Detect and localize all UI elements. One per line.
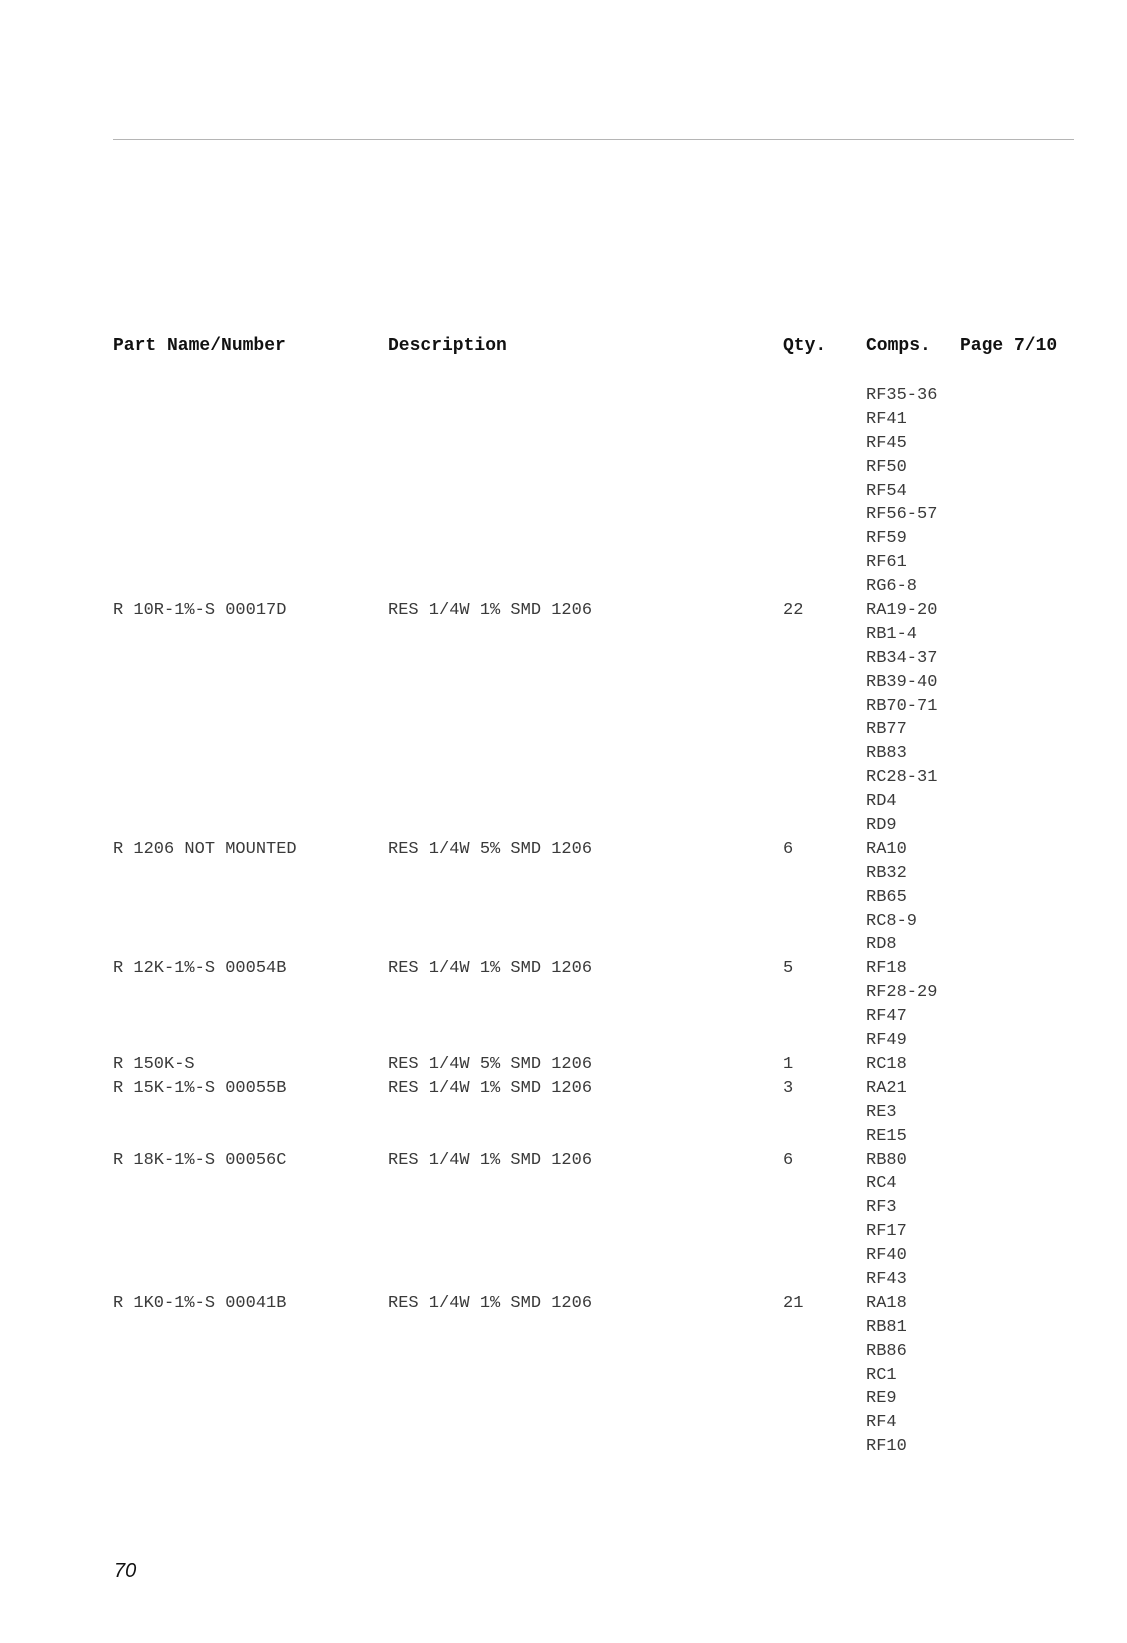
bom-table-body bbox=[0, 384, 1127, 1459]
table-row bbox=[0, 1077, 1127, 1101]
table-row bbox=[0, 838, 1127, 862]
cell-component: RB86 bbox=[866, 1341, 907, 1361]
table-row bbox=[0, 1029, 1127, 1053]
table-row bbox=[0, 766, 1127, 790]
cell-component: RB83 bbox=[866, 744, 907, 764]
table-row bbox=[0, 886, 1127, 910]
cell-component: RF49 bbox=[866, 1031, 907, 1051]
table-row bbox=[0, 1149, 1127, 1173]
table-row bbox=[0, 695, 1127, 719]
cell-component: RB80 bbox=[866, 1150, 907, 1170]
table-row bbox=[0, 647, 1127, 671]
table-row bbox=[0, 814, 1127, 838]
cell-component: RD8 bbox=[866, 935, 897, 955]
table-row bbox=[0, 1268, 1127, 1292]
cell-component: RF54 bbox=[866, 481, 907, 501]
cell-qty: 5 bbox=[783, 959, 794, 979]
table-row bbox=[0, 1125, 1127, 1149]
cell-component: RF45 bbox=[866, 433, 907, 453]
header-part-name: Part Name/Number bbox=[113, 336, 286, 356]
table-row bbox=[0, 1172, 1127, 1196]
cell-component: RC4 bbox=[866, 1174, 897, 1194]
cell-component: RF4 bbox=[866, 1413, 897, 1433]
cell-component: RC28-31 bbox=[866, 768, 938, 788]
cell-part-number: R 12K-1%-S 00054B bbox=[113, 959, 287, 979]
cell-component: RA18 bbox=[866, 1293, 907, 1313]
cell-component: RF50 bbox=[866, 457, 907, 477]
cell-qty: 22 bbox=[783, 601, 804, 621]
table-row bbox=[0, 480, 1127, 504]
cell-component: RE15 bbox=[866, 1126, 907, 1146]
table-row bbox=[0, 1053, 1127, 1077]
table-row bbox=[0, 1244, 1127, 1268]
table-row bbox=[0, 1220, 1127, 1244]
cell-qty: 6 bbox=[783, 1150, 794, 1170]
cell-component: RF18 bbox=[866, 959, 907, 979]
cell-component: RB32 bbox=[866, 863, 907, 883]
table-row bbox=[0, 862, 1127, 886]
cell-description: RES 1/4W 1% SMD 1206 bbox=[388, 1293, 593, 1313]
table-row bbox=[0, 957, 1127, 981]
cell-description: RES 1/4W 5% SMD 1206 bbox=[388, 839, 593, 859]
cell-component: RB39-40 bbox=[866, 672, 938, 692]
cell-qty: 21 bbox=[783, 1293, 804, 1313]
cell-component: RF35-36 bbox=[866, 386, 938, 405]
cell-component: RF17 bbox=[866, 1222, 907, 1242]
table-row bbox=[0, 575, 1127, 599]
table-row bbox=[0, 1005, 1127, 1029]
table-row bbox=[0, 1316, 1127, 1340]
cell-component: RF10 bbox=[866, 1437, 907, 1457]
table-row bbox=[0, 1292, 1127, 1316]
table-row bbox=[0, 671, 1127, 695]
table-row bbox=[0, 1435, 1127, 1459]
table-row bbox=[0, 551, 1127, 575]
cell-part-number: R 10R-1%-S 00017D bbox=[113, 601, 287, 621]
cell-part-number: R 1206 NOT MOUNTED bbox=[113, 839, 297, 859]
header-comps: Comps. bbox=[866, 336, 931, 356]
table-row bbox=[0, 1364, 1127, 1388]
cell-component: RB1-4 bbox=[866, 624, 918, 644]
table-row bbox=[0, 1411, 1127, 1435]
cell-component: RF47 bbox=[866, 1007, 907, 1027]
cell-component: RF40 bbox=[866, 1246, 907, 1266]
cell-qty: 3 bbox=[783, 1078, 794, 1098]
cell-component: RB34-37 bbox=[866, 648, 938, 668]
cell-description: RES 1/4W 1% SMD 1206 bbox=[388, 601, 593, 621]
cell-component: RF56-57 bbox=[866, 505, 938, 525]
header-description: Description bbox=[388, 336, 507, 356]
table-row bbox=[0, 1387, 1127, 1411]
cell-description: RES 1/4W 1% SMD 1206 bbox=[388, 1078, 593, 1098]
cell-qty: 1 bbox=[783, 1054, 794, 1074]
page-number: 70 bbox=[114, 1560, 137, 1582]
table-row bbox=[0, 623, 1127, 647]
cell-component: RE3 bbox=[866, 1102, 897, 1122]
cell-part-number: R 1K0-1%-S 00041B bbox=[113, 1293, 287, 1313]
cell-component: RB70-71 bbox=[866, 696, 938, 716]
table-row bbox=[0, 742, 1127, 766]
header-qty: Qty. bbox=[783, 336, 827, 356]
cell-component: RB81 bbox=[866, 1317, 907, 1337]
top-rule bbox=[113, 139, 1074, 140]
cell-component: RB77 bbox=[866, 720, 907, 740]
cell-part-number: R 150K-S bbox=[113, 1054, 195, 1074]
header-page-indicator: Page 7/10 bbox=[960, 336, 1058, 356]
cell-component: RE9 bbox=[866, 1389, 897, 1409]
table-row bbox=[0, 384, 1127, 408]
cell-component: RC18 bbox=[866, 1054, 907, 1074]
table-header bbox=[0, 336, 1127, 362]
table-row bbox=[0, 981, 1127, 1005]
table-row bbox=[0, 1340, 1127, 1364]
cell-component: RC8-9 bbox=[866, 911, 918, 931]
table-row bbox=[0, 1196, 1127, 1220]
table-row bbox=[0, 910, 1127, 934]
cell-component: RF28-29 bbox=[866, 983, 938, 1003]
table-row bbox=[0, 1101, 1127, 1125]
table-row bbox=[0, 599, 1127, 623]
table-row bbox=[0, 527, 1127, 551]
table-row bbox=[0, 456, 1127, 480]
cell-component: RA21 bbox=[866, 1078, 907, 1098]
cell-component: RF3 bbox=[866, 1198, 897, 1218]
table-row bbox=[0, 432, 1127, 456]
table-row bbox=[0, 408, 1127, 432]
cell-component: RF61 bbox=[866, 553, 907, 573]
cell-component: RG6-8 bbox=[866, 577, 918, 597]
cell-component: RF43 bbox=[866, 1269, 907, 1289]
cell-component: RF59 bbox=[866, 529, 907, 549]
cell-component: RD4 bbox=[866, 792, 897, 812]
cell-component: RB65 bbox=[866, 887, 907, 907]
cell-component: RD9 bbox=[866, 816, 897, 836]
cell-qty: 6 bbox=[783, 839, 794, 859]
cell-component: RC1 bbox=[866, 1365, 897, 1385]
table-row bbox=[0, 718, 1127, 742]
cell-description: RES 1/4W 1% SMD 1206 bbox=[388, 959, 593, 979]
cell-description: RES 1/4W 5% SMD 1206 bbox=[388, 1054, 593, 1074]
cell-component: RA10 bbox=[866, 839, 907, 859]
cell-part-number: R 15K-1%-S 00055B bbox=[113, 1078, 287, 1098]
cell-component: RA19-20 bbox=[866, 601, 938, 621]
cell-component: RF41 bbox=[866, 409, 907, 429]
table-row bbox=[0, 503, 1127, 527]
cell-part-number: R 18K-1%-S 00056C bbox=[113, 1150, 287, 1170]
table-row bbox=[0, 933, 1127, 957]
cell-description: RES 1/4W 1% SMD 1206 bbox=[388, 1150, 593, 1170]
table-row bbox=[0, 790, 1127, 814]
